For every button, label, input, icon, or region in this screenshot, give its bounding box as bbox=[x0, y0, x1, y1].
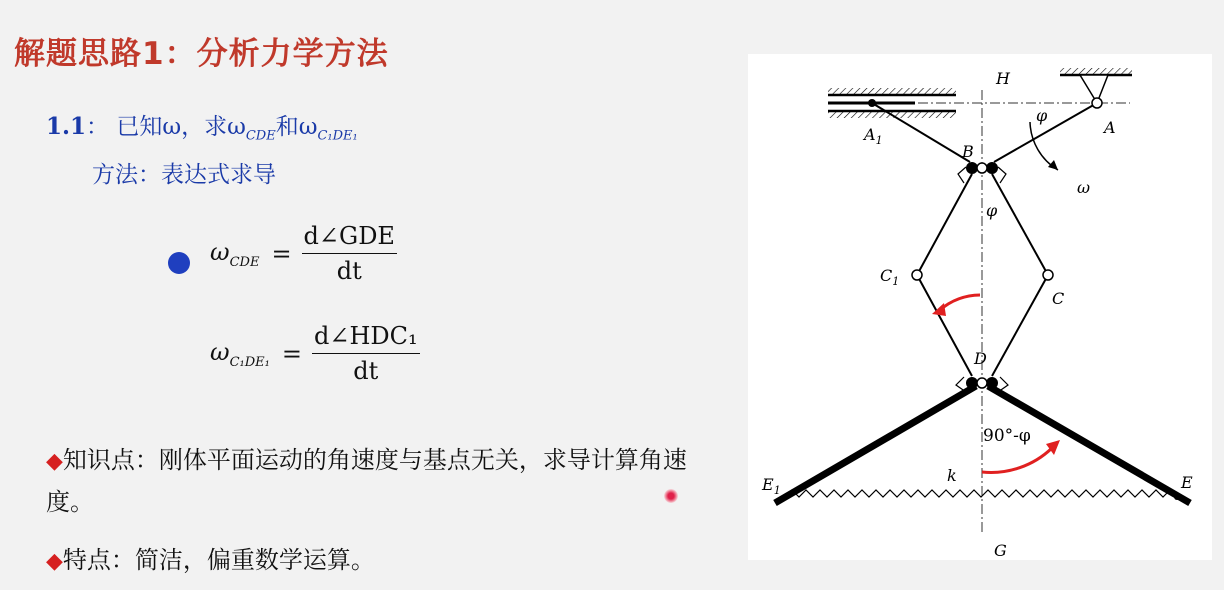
bar-cd bbox=[992, 275, 1048, 376]
label-e1: $E_1$ bbox=[762, 475, 781, 497]
label-phi-mid: φ bbox=[986, 201, 998, 220]
bar-bc1 bbox=[917, 174, 972, 275]
and-text: 和ω bbox=[275, 114, 318, 140]
joint-a1 bbox=[868, 99, 876, 107]
feature-text: 特点：简洁，偏重数学运算。 bbox=[62, 546, 375, 574]
separator: ： bbox=[86, 114, 110, 140]
numerator: d∠GDE bbox=[302, 222, 397, 254]
method-text: 方法：表达式求导 bbox=[92, 162, 276, 188]
label-e: E bbox=[1181, 473, 1193, 492]
formula-omega-c1de1 bbox=[210, 322, 420, 385]
knowledge-point bbox=[46, 440, 696, 522]
label-k: k bbox=[947, 466, 957, 485]
label-b: B bbox=[962, 142, 974, 161]
section-number: 1.1 bbox=[46, 113, 87, 140]
red-arrow-de bbox=[982, 448, 1052, 472]
fraction bbox=[312, 322, 420, 385]
equals-sign: = bbox=[271, 239, 292, 268]
problem-statement bbox=[46, 108, 358, 144]
diamond-icon: ◆ bbox=[46, 549, 63, 574]
denominator: dt bbox=[353, 357, 379, 385]
laser-pointer-icon bbox=[664, 489, 678, 503]
bar-c1d bbox=[917, 275, 972, 376]
page-title: 解题思路1：分析力学方法 bbox=[14, 36, 389, 72]
mechanism-diagram bbox=[748, 54, 1212, 560]
numerator: d∠HDC₁ bbox=[312, 322, 420, 354]
bullet-dot bbox=[168, 252, 190, 274]
label-g: G bbox=[994, 541, 1007, 560]
red-arrow-c1d bbox=[940, 295, 980, 310]
label-h: H bbox=[996, 69, 1010, 88]
sub-c1de1: C₁DE₁ bbox=[317, 128, 358, 144]
fraction bbox=[302, 222, 397, 285]
bar-de1 bbox=[775, 386, 976, 503]
label-c1: $C_1$ bbox=[880, 266, 900, 288]
sub-cde: CDE bbox=[245, 128, 276, 144]
joint-d bbox=[977, 378, 987, 388]
formula-omega-cde bbox=[210, 222, 397, 285]
label-phi-top: φ bbox=[1036, 106, 1048, 125]
label-c: C bbox=[1052, 289, 1065, 308]
label-a: A bbox=[1104, 118, 1116, 137]
formula-lhs: $\omega_{CDE}$ bbox=[210, 237, 260, 270]
label-a1: $A_1$ bbox=[864, 125, 883, 147]
known-text: 已知ω，求ω bbox=[116, 114, 246, 140]
denominator: dt bbox=[336, 257, 362, 285]
feature-point bbox=[46, 540, 375, 582]
formula-lhs: $\omega_{C_1DE_1}$ bbox=[210, 337, 270, 370]
spring-k bbox=[785, 490, 1177, 497]
joint-c1 bbox=[912, 270, 922, 280]
equals-sign: = bbox=[281, 339, 302, 368]
joint-c bbox=[1043, 270, 1053, 280]
knowledge-text: 知识点：刚体平面运动的角速度与基点无关，求导计算角速度。 bbox=[46, 446, 687, 516]
diamond-icon: ◆ bbox=[46, 449, 63, 474]
joint-a bbox=[1092, 98, 1102, 108]
bar-bc bbox=[992, 174, 1048, 275]
label-d: D bbox=[974, 349, 987, 368]
label-omega: ω bbox=[1077, 178, 1091, 197]
label-angle: 90°-φ bbox=[983, 426, 1031, 446]
joint-b bbox=[977, 163, 987, 173]
